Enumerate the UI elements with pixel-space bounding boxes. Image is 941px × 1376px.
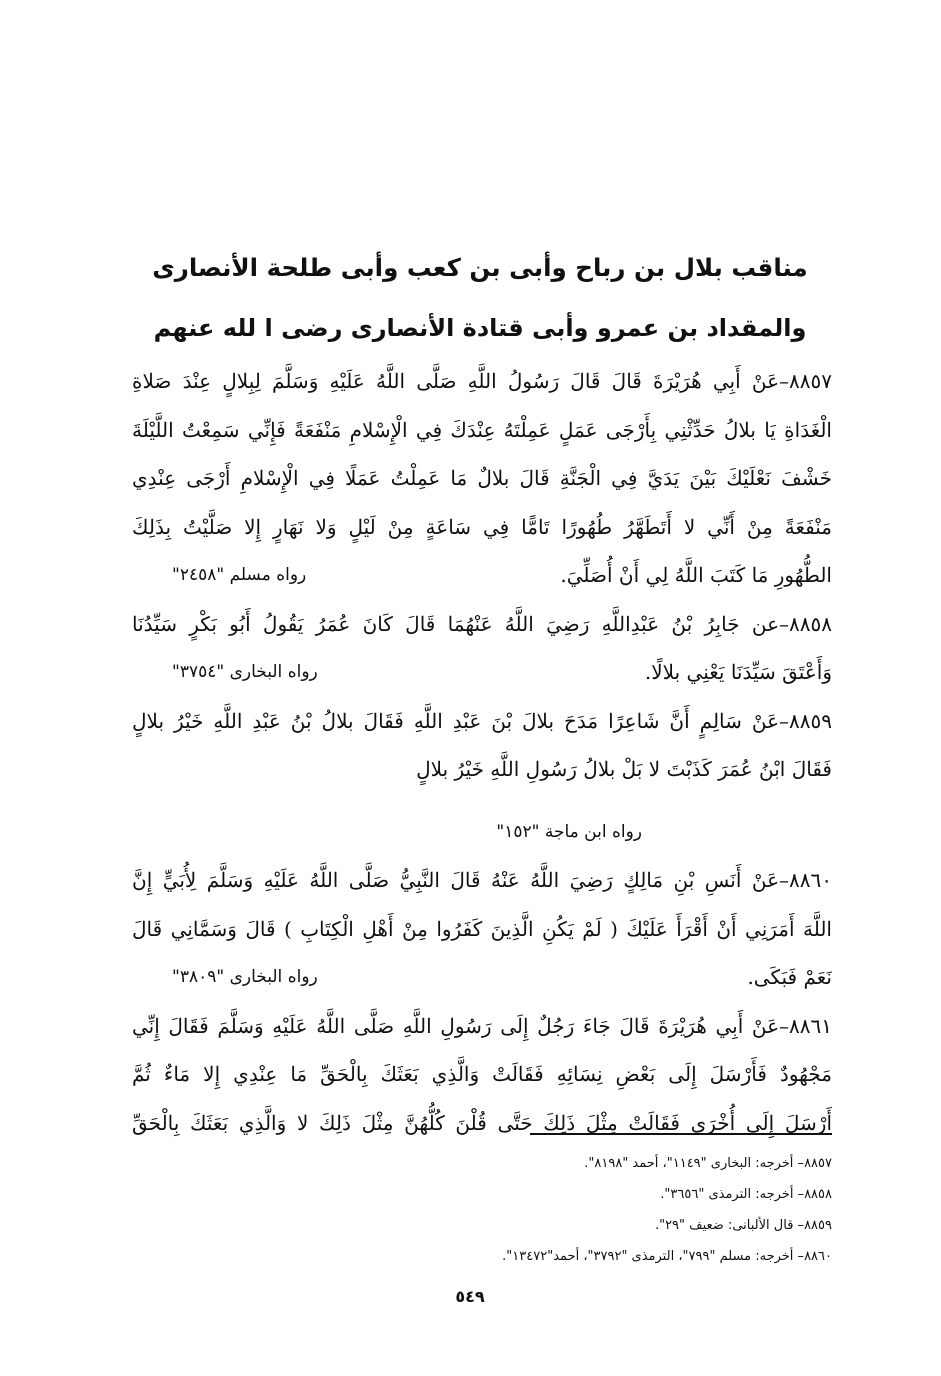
chapter-title-line-2: والمقداد بن عمرو وأبى قتادة الأنصارى رضى ا لله عنهم: [153, 314, 807, 342]
text-line-end: وَأَعْتَقَ سَيِّدَنَا يَعْنِي بلالًا.: [644, 660, 832, 684]
footnote: ٨٨٦٠– أخرجه: مسلم "٧٩٩"، الترمذى "٣٧٩٢"، أحمد"١٣٤٧٢".: [502, 1249, 832, 1264]
text-line-last: [132, 953, 832, 1002]
text-line: أَرْسَلَ إِلَى أُخْرَى فَقَالَتْ مِثْلَ ذَلِكَ حَتَّى قُلْنَ كُلُّهُنَّ مِثْلَ ذَلِكَ لا وَالَّذِي بَعَثَكَ بِالْحَقِّ: [132, 1110, 832, 1135]
text-line: اللَّهَ أَمَرَنِي أَنْ أَقْرَأَ عَلَيْكَ ( لَمْ يَكُنِ الَّذِينَ كَفَرُوا مِنْ أَهْلِ الْكِتَابِ ) قَالَ وَسَمَّانِي قَالَ: [132, 916, 832, 941]
hadith-8859: [132, 697, 832, 857]
text-line: الْغَدَاةِ يَا بلالُ حَدِّثْنِي بِأَرْجَى عَمَلٍ عَمِلْتَهُ عِنْدَكَ فِي الْإِسْلامِ مَنْفَعَةً فَإِنِّي سَمِعْتُ اللَّيْلَةَ: [132, 417, 832, 442]
footnote: ٨٨٥٨– أخرجه: الترمذى "٣٦٥٦".: [660, 1187, 832, 1202]
text-line: مَنْفَعَةً مِنْ أَنِّي لا أَتَطَهَّرُ طُهُورًا تَامًّا فِي سَاعَةٍ مِنْ لَيْلٍ وَلا نَهَارٍ إِلا صَلَّيْتُ بِذَلِكَ: [132, 514, 832, 539]
text-line-end: نَعَمْ فَبَكَى.: [747, 965, 832, 989]
text-line: ٨٨٥٩–عَنْ سَالِمٍ أَنَّ شَاعِرًا مَدَحَ بلالَ بْنَ عَبْدِ اللَّهِ فَقَالَ بلالُ بْنُ عَبْدِ اللَّهِ خَيْرُ بلالٍ: [132, 708, 832, 733]
text-line-last: [132, 551, 832, 600]
hadith-8860: [132, 856, 832, 1002]
text-line-last: [132, 648, 832, 697]
text-line: ٨٨٦٠–عَنْ أَنَسِ بْنِ مَالِكٍ رَضِيَ اللَّهُ عَنْهُ قَالَ النَّبِيُّ صَلَّى اللَّهُ عَلَيْهِ وَسَلَّمَ لِأُبَيٍّ إِنَّ: [132, 868, 832, 892]
page-number: ٥٤٩: [455, 1287, 485, 1306]
hadith-8857: [132, 357, 832, 600]
text-line: ٨٨٥٧–عَنْ أَبِي هُرَيْرَةَ قَالَ قَالَ رَسُولُ اللَّهِ صَلَّى اللَّهُ عَلَيْهِ وَسَلَّمَ لِبِلالٍ عِنْدَ صَلاةِ: [132, 369, 832, 393]
hadith-source: رواه مسلم "٢٤٥٨": [172, 565, 307, 585]
hadith-body: [132, 357, 832, 1147]
hadith-source: رواه البخارى "٣٧٥٤": [172, 662, 318, 682]
text-line-end: فَقَالَ ابْنُ عُمَرَ كَذَبْتَ لا بَلْ بلالُ رَسُولِ اللَّهِ خَيْرُ بلالٍ: [416, 757, 832, 781]
text-line: خَشْفَ نَعْلَيْكَ بَيْنَ يَدَيَّ فِي الْجَنَّةِ قَالَ بلالٌ مَا عَمِلْتُ عَمَلًا فِي الْإِسْلامِ أَرْجَى عِنْدِي: [132, 466, 832, 490]
footnote: ٨٨٥٧– أخرجه: البخارى "١١٤٩"، أحمد "٨١٩٨".: [584, 1156, 832, 1171]
hadith-8861: [132, 1002, 832, 1148]
hadith-8858: [132, 600, 832, 697]
chapter-title-line-1: مناقب بلال بن رباح وأبى بن كعب وأبى طلحة الأنصارى: [152, 253, 808, 282]
footnote-divider: [530, 1133, 832, 1135]
text-line: ٨٨٥٨–عن جَابِرُ بْنُ عَبْدِاللَّهِ رَضِيَ اللَّهُ عَنْهُمَا قَالَ كَانَ عُمَرُ يَقُولُ أَبُو بَكْرٍ سَيِّدُنَا: [132, 611, 832, 636]
hadith-source: رواه ابن ماجة "١٥٢": [496, 821, 642, 842]
footnote: ٨٨٥٩– قال الألبانى: ضعيف "٢٩".: [654, 1218, 832, 1233]
text-line-end: الطُّهُورِ مَا كَتَبَ اللَّهُ لِي أَنْ أُصَلِّيَ.: [560, 563, 832, 587]
text-line: مَجْهُودٌ فَأَرْسَلَ إِلَى بَعْضِ نِسَائِهِ فَقَالَتْ وَالَّذِي بَعَثَكَ بِالْحَقِّ مَا عِنْدِي إِلا مَاءٌ ثُمَّ: [132, 1062, 832, 1086]
footnotes: [400, 1148, 832, 1272]
text-line: ٨٨٦١–عَنْ أَبِي هُرَيْرَةَ قَالَ جَاءَ رَجُلٌ إِلَى رَسُولِ اللَّهِ صَلَّى اللَّهُ عَلَيْهِ وَسَلَّمَ فَقَالَ إِنِّي: [132, 1013, 832, 1038]
hadith-source: رواه البخارى "٣٨٠٩": [172, 967, 318, 987]
